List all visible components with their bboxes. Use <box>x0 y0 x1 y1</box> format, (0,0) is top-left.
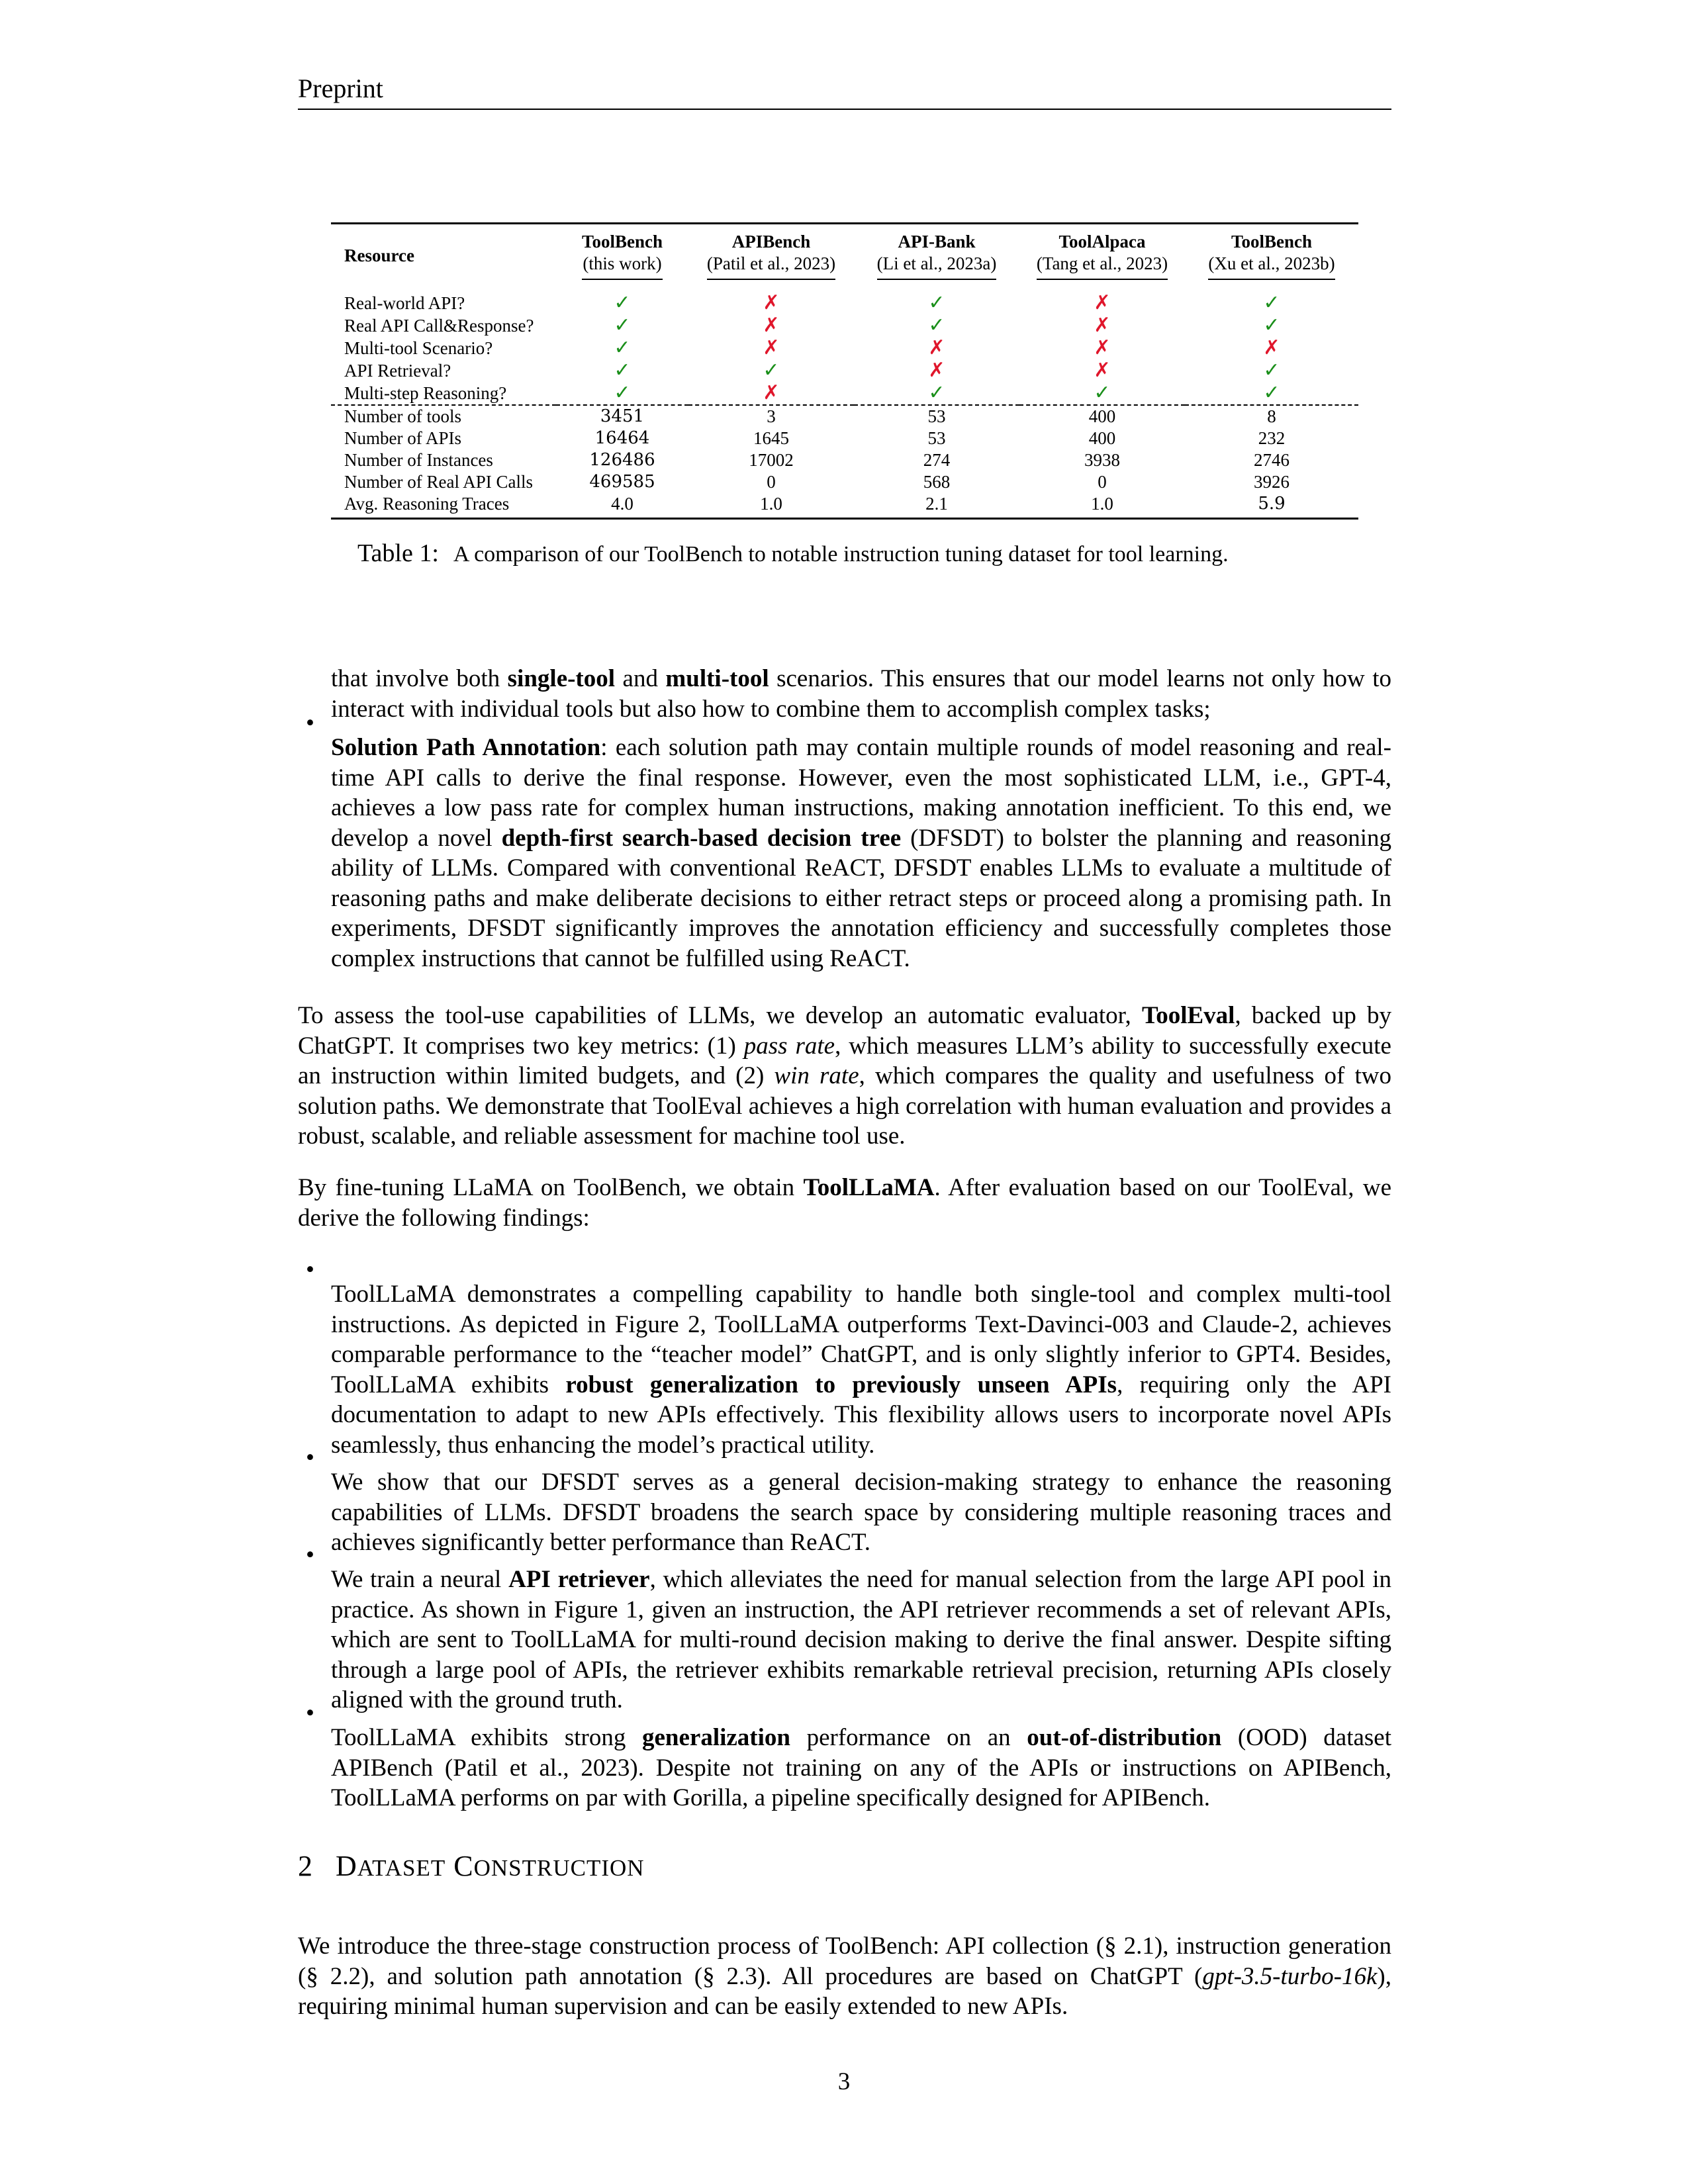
text-span: , backed up by ChatGPT. It comprises two key metrics: (1) <box>298 1002 1391 1060</box>
table-cell: 2.1 <box>854 493 1019 519</box>
table-cell: 53 <box>927 428 946 448</box>
table-header-row <box>331 224 1358 283</box>
cross-icon: ✗ <box>928 359 945 382</box>
table-cell: 400 <box>1019 405 1185 428</box>
text-span: ), requiring minimal human supervision and can be easily extended to new APIs. <box>298 1962 1391 2020</box>
table-cell <box>854 292 1019 314</box>
check-icon: ✓ <box>614 291 631 314</box>
bullet-marker: • <box>306 1444 314 1471</box>
table-header-column <box>556 224 688 283</box>
text-span: , which compares the quality and usefulness of two solution paths. We demonstrate that ToolEval achieves a high correlation with human evaluation and provides a robust, scalable, and reliable assessment for machine tool use. <box>298 1062 1392 1150</box>
column-citation: (Li et al., 2023a) <box>876 253 997 273</box>
cross-icon: ✗ <box>763 291 780 314</box>
cross-icon: ✗ <box>1094 336 1111 359</box>
comparison-table <box>331 222 1358 520</box>
paragraph-tooleval <box>298 1001 1391 1152</box>
column-name: API-Bank <box>898 232 976 251</box>
table-cell <box>688 382 854 405</box>
table-cell <box>1019 337 1185 359</box>
column-header-group <box>707 231 835 280</box>
page-number: 3 <box>837 2068 851 2095</box>
table-header-column <box>688 224 854 283</box>
table-cell <box>1185 314 1358 337</box>
section-title-rest: ATASET <box>357 1855 446 1881</box>
bold-span: out-of-distribution <box>1027 1724 1222 1751</box>
table-cell <box>688 314 854 337</box>
text-span: . After evaluation based on our ToolEval, we derive the following findings: <box>298 1174 1391 1232</box>
column-header-group <box>582 231 663 280</box>
bold-span: API retriever <box>508 1566 650 1593</box>
text-span: scenarios. This ensures that our model learns not only how to interact with individual tools but also how to combine them to accomplish complex tasks; <box>331 665 1391 723</box>
table-cell: 3 <box>688 405 854 428</box>
check-icon: ✓ <box>928 291 945 314</box>
table-cell: 2746 <box>1254 450 1289 470</box>
column-name: ToolBench <box>581 232 663 251</box>
caption-text: A comparison of our ToolBench to notable instruction tuning dataset for tool learning. <box>453 542 1229 567</box>
table-cell <box>556 292 688 314</box>
table-cell: 400 <box>1088 428 1116 448</box>
section-title-letter: D <box>336 1850 357 1882</box>
text-span: : each solution path may contain multiple rounds of model reasoning and real-time API calls to derive the final response. However, even the most sophisticated LLM, i.e., GPT-4, achieves a low pass rate for complex human instructions, making annotation inefficient. To this end, we develop a novel <box>331 734 1391 852</box>
text-span: We show that our DFSDT serves as a general decision-making strategy to enhance the reasoning capabilities of LLMs. DFSDT broadens the search space by considering multiple reasoning traces and achieves significantly better performance than ReACT. <box>331 1469 1391 1556</box>
table-header-column <box>1019 224 1185 283</box>
table-cell: 1.0 <box>1019 493 1185 519</box>
row-label: Number of Instances <box>344 450 493 470</box>
cross-icon: ✗ <box>1263 336 1280 359</box>
table-header-column <box>1185 224 1358 283</box>
section-title-rest: ONSTRUCTION <box>473 1855 645 1881</box>
column-header-group <box>1208 231 1335 280</box>
text-span: We train a neural <box>331 1566 509 1593</box>
italic-span: pass rate <box>743 1032 835 1060</box>
check-icon: ✓ <box>1094 381 1111 404</box>
bold-span: Solution Path Annotation <box>331 734 601 761</box>
text-span: ToolLLaMA demonstrates a compelling capability to handle both single-tool and complex multi-tool instructions. As depicted in Figure 2, ToolLLaMA outperforms Text-Davinci-003 and Claude-2, achieves comparable performance to the “teacher model” ChatGPT, and is only slightly inferior to GPT4. Besides, ToolLLaMA exhibits <box>331 1281 1391 1398</box>
table-cell: 8 <box>1185 405 1358 428</box>
cross-icon: ✗ <box>928 336 945 359</box>
table-cell: 3451 <box>556 405 688 428</box>
table-cell <box>1019 292 1185 314</box>
check-icon: ✓ <box>1263 381 1280 404</box>
text-span: performance on an <box>790 1724 1027 1751</box>
table-cell: 232 <box>1258 428 1286 448</box>
table-caption <box>357 539 1390 569</box>
table-cell: 0 <box>767 472 776 492</box>
table-spacer <box>331 283 1358 292</box>
cross-icon: ✗ <box>763 336 780 359</box>
caption-number: Table 1: <box>357 539 439 567</box>
table-cell: 3938 <box>1084 450 1120 470</box>
row-label: Avg. Reasoning Traces <box>331 493 556 519</box>
table-cell <box>688 337 854 359</box>
table-cell <box>854 382 1019 405</box>
bold-span: ToolEval <box>1141 1002 1235 1029</box>
table-cell: 3926 <box>1254 472 1289 492</box>
column-citation: (Patil et al., 2023) <box>706 253 836 273</box>
text-span: We introduce the three-stage construction process of ToolBench: API collection (§ 2.1), instruction generation (§ 2.2), and solution path annotation (§ 2.3). All procedures are based on ChatGPT ( <box>298 1933 1391 1990</box>
check-icon: ✓ <box>614 359 631 382</box>
check-icon: ✓ <box>928 314 945 337</box>
column-citation: (this work) <box>583 253 662 273</box>
bold-span: depth-first search-based decision tree <box>501 824 902 852</box>
table-cell <box>854 337 1019 359</box>
table-row <box>331 382 1358 405</box>
table-cell <box>556 314 688 337</box>
table-cell <box>854 314 1019 337</box>
cross-icon: ✗ <box>763 381 780 404</box>
row-label: Multi-step Reasoning? <box>344 383 507 403</box>
cross-icon: ✗ <box>763 314 780 337</box>
column-header-group <box>1037 231 1168 280</box>
row-label: Real API Call&Response? <box>344 315 534 336</box>
bullet-marker: • <box>306 1256 314 1283</box>
column-name: APIBench <box>731 232 811 251</box>
table-cell: 126486 <box>589 450 655 470</box>
bullet-marker: • <box>306 1700 314 1727</box>
table-row <box>331 493 1358 519</box>
check-icon: ✓ <box>614 314 631 337</box>
table-cell <box>556 337 688 359</box>
table-cell <box>1019 382 1185 405</box>
text-span: (OOD) dataset APIBench (Patil et al., 2023). Despite not training on any of the APIs or instructions on APIBench, ToolLLaMA performs on par with Gorilla, a pipeline specifically designed for APIBench. <box>331 1724 1392 1811</box>
table-row <box>331 359 1358 382</box>
bullet-marker: • <box>306 709 314 737</box>
table-body <box>331 222 1358 520</box>
section-paragraph <box>298 1931 1391 2022</box>
table-cell <box>688 359 854 382</box>
column-name: ToolBench <box>1231 232 1313 251</box>
table-cell <box>1019 314 1185 337</box>
table-cell <box>556 382 688 405</box>
table-cell <box>1185 337 1358 359</box>
table-cell: 274 <box>923 450 951 470</box>
row-label: Number of tools <box>331 405 556 428</box>
text-span: , which measures LLM’s ability to successfully execute an instruction within limited budgets, and (2) <box>298 1032 1391 1089</box>
table-row <box>331 405 1358 428</box>
bold-span: ToolLLaMA <box>803 1174 935 1201</box>
column-name: ToolAlpaca <box>1058 232 1146 251</box>
table-cell: 5.9 <box>1185 493 1358 519</box>
row-label: Number of APIs <box>344 428 461 448</box>
cross-icon: ✗ <box>1094 291 1111 314</box>
section-heading <box>298 1849 645 1886</box>
check-icon: ✓ <box>763 359 780 382</box>
table-row <box>331 449 1358 471</box>
table-cell: 568 <box>923 472 951 492</box>
resource-label: Resource <box>344 245 414 265</box>
table-header-resource <box>331 224 556 283</box>
table-cell: 469585 <box>589 472 655 492</box>
table-row <box>331 471 1358 493</box>
text-span: To assess the tool-use capabilities of LLMs, we develop an automatic evaluator, <box>298 1002 1142 1029</box>
running-header <box>298 69 1391 110</box>
check-icon: ✓ <box>614 381 631 404</box>
text-span: By fine-tuning LLaMA on ToolBench, we obtain <box>298 1174 804 1201</box>
check-icon: ✓ <box>928 381 945 404</box>
bullet-solution-path <box>331 708 1391 998</box>
check-icon: ✓ <box>614 336 631 359</box>
row-label: Multi-tool Scenario? <box>344 338 493 358</box>
table-cell: 17002 <box>749 450 794 470</box>
table-row <box>331 337 1358 359</box>
row-label: API Retrieval? <box>344 360 451 381</box>
table-cell <box>854 359 1019 382</box>
column-citation: (Tang et al., 2023) <box>1036 253 1168 273</box>
table-row <box>331 314 1358 337</box>
text-span: , which alleviates the need for manual selection from the large API pool in practice. As shown in Figure 1, given an instruction, the API retriever recommends a set of relevant APIs, which are sent to ToolLLaMA for multi-round decision making to derive the final answer. Despite sifting through a large pool of APIs, the retriever exhibits remarkable retrieval precision, returning APIs closely aligned with the ground truth. <box>331 1566 1391 1713</box>
text-span: , requiring only the API documentation to adapt to new APIs effectively. This flexibility allows users to incorporate novel APIs seamlessly, thus enhancing the model’s practical utility. <box>331 1371 1391 1459</box>
bold-span: single-tool <box>507 665 616 692</box>
table-cell <box>688 292 854 314</box>
bold-span: generalization <box>641 1724 790 1751</box>
section-number: 2 <box>298 1850 313 1882</box>
text-span: and <box>615 665 666 692</box>
text-span: (DFSDT) to bolster the planning and reasoning ability of LLMs. Compared with conventional ReACT, DFSDT enables LLMs to evaluate a multitude of reasoning paths and make deliberate decisions to either retract steps or proceed along a promising path. In experiments, DFSDT significantly improves the annotation efficiency and successfully completes those complex instructions that cannot be fulfilled using ReACT. <box>331 824 1391 972</box>
bullet-marker: • <box>306 1541 314 1569</box>
section-title-letter: C <box>453 1850 474 1882</box>
check-icon: ✓ <box>1263 314 1280 337</box>
table-cell <box>1185 382 1358 405</box>
row-label: Real-world API? <box>344 293 465 313</box>
check-icon: ✓ <box>1263 359 1280 382</box>
table-cell: 1.0 <box>688 493 854 519</box>
column-header-group <box>877 231 997 280</box>
row-label: Number of Real API Calls <box>344 472 533 492</box>
column-citation: (Xu et al., 2023b) <box>1208 253 1335 273</box>
header-title: Preprint <box>298 73 383 103</box>
cross-icon: ✗ <box>1094 359 1111 382</box>
cross-icon: ✗ <box>1094 314 1111 337</box>
table-cell <box>1019 359 1185 382</box>
table-cell: 4.0 <box>556 493 688 519</box>
italic-span: win rate <box>774 1062 859 1089</box>
check-icon: ✓ <box>1263 291 1280 314</box>
table-cell: 53 <box>854 405 1019 428</box>
table-row <box>331 292 1358 314</box>
table-header-column <box>854 224 1019 283</box>
bold-span: multi-tool <box>665 665 769 692</box>
table-cell <box>1185 359 1358 382</box>
bold-span: robust generalization to previously unseen APIs <box>565 1371 1117 1398</box>
table-cell: 16464 <box>594 428 650 448</box>
finding-4 <box>331 1698 1391 1838</box>
table-row <box>331 428 1358 449</box>
text-span: that involve both <box>331 665 508 692</box>
text-span: ToolLLaMA exhibits strong <box>331 1724 642 1751</box>
italic-span: gpt-3.5-turbo-16k <box>1202 1962 1378 1990</box>
table-cell: 1645 <box>753 428 789 448</box>
table-cell <box>556 359 688 382</box>
table-cell <box>1185 292 1358 314</box>
table-cell: 0 <box>1098 472 1107 492</box>
paragraph-toolllama <box>298 1173 1391 1233</box>
